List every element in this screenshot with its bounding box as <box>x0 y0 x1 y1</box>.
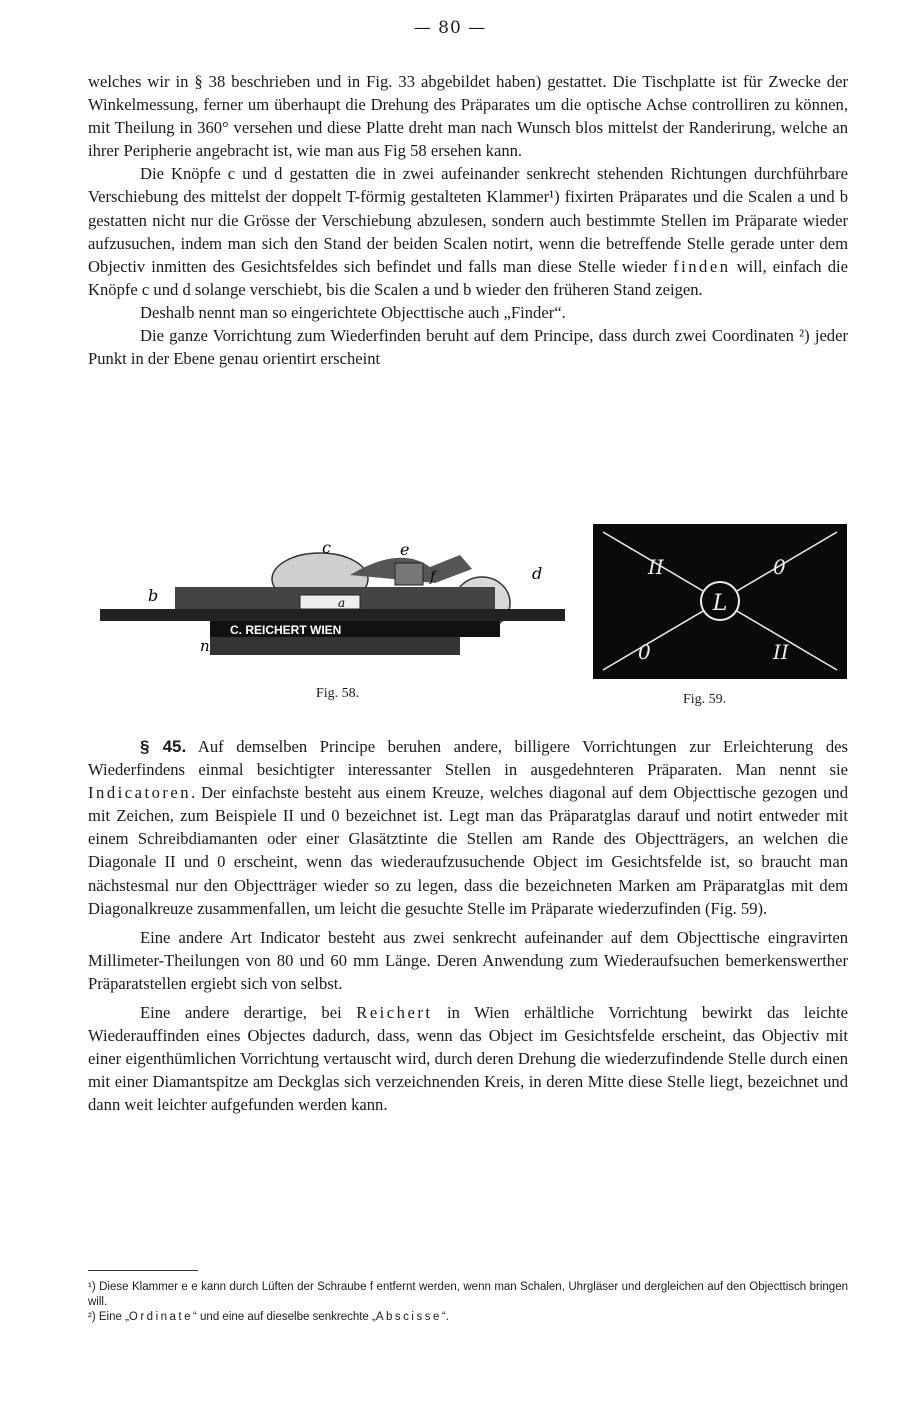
paragraph-2-tail: will, einfach die Knöpfe c und d solange verschiebt, bis die Scalen a und b wieder den früheren Stand zeigen. <box>88 256 848 299</box>
paragraph-4: Die ganze Vorrichtung zum Wiederfinden beruht auf dem Principe, dass durch zwei Coordinaten ²) jeder Punkt in der Ebene genau orientirt erscheint <box>88 326 848 369</box>
page-number: — 80 — <box>413 18 487 38</box>
footnote-2-end: “. <box>441 1311 449 1323</box>
paragraph-2 <box>88 162 848 301</box>
fig58-label-a: a <box>338 596 346 610</box>
mark-ii-top-left: II <box>648 555 664 579</box>
fig58-label-e: e <box>400 540 410 559</box>
footnote-1: ¹) Diese Klammer e e kann durch Lüften der Schraube f entfernt werden, wenn man Schalen, Uhrgläser und dergleichen auf den Objecttisch bringen will. <box>88 1281 848 1308</box>
footnotes <box>88 1280 848 1325</box>
fig58-label-f: f <box>430 569 436 585</box>
fig59-caption: Fig. 59. <box>683 692 727 707</box>
section-paragraph-3 <box>88 1001 848 1116</box>
mark-ii-bottom-right: II <box>773 640 789 664</box>
section-p1-rest: . Der einfachste besteht aus einem Kreuze, welches diagonal auf dem Objecttische gezogen und mit Zeichen, zum Beispiele II und 0 bezeichnet ist. Legt man das Präparatglas darauf und notirt entweder mit einem Schreibdiamanten oder einer Glasätztinte die Stellen am Rande des Objectträgers, an welchen die Diagonale II und 0 erscheint, wenn das wiederaufzusuchende Object im Gesichtsfelde ist, so braucht man nächstesmal nur den Objectträger wieder so zu legen, dass die bezeichneten Marken am Präparatglas mit dem Diagonalkreuze zusammenfallen, um leicht die gesuchte Stelle im Präparate wiederzufinden (Fig. 59). <box>88 783 848 918</box>
screw-block <box>395 563 423 585</box>
section-number: § 45. <box>140 737 187 756</box>
footnote-separator <box>88 1270 198 1271</box>
section-45-paragraph <box>88 735 848 920</box>
fig58-label-n: n <box>200 637 210 655</box>
scale-a <box>300 595 360 609</box>
fig58-label-b: b <box>148 586 159 605</box>
section-p3-start: Eine andere derartige, bei <box>140 1003 357 1023</box>
center-label: L <box>712 591 728 616</box>
emphasis-abscisse: Abscisse <box>375 1311 442 1323</box>
body-text-top <box>88 70 848 370</box>
section-p3-rest: in Wien erhältliche Vorrichtung bewirkt das leichte Wiederauffinden eines Objectes dadurch, dass, wenn das Object im Gesichtsfelde erscheint, das Objectiv mit einer eigenthümlichen Vorrichtung vertauscht wird, durch deren Drehung die wiederzufindende Stelle durch einen mit einer Diamantspitze am Deckglas sich verzeichnenden Kreis, in deren Mitte diese Stelle liegt, bezeichnet und dann weit leichter aufgefunden werden kann. <box>88 1003 848 1115</box>
paragraph-3: Deshalb nennt man so eingerichtete Objecttische auch „Finder“. <box>140 302 566 322</box>
section-p1-start: Auf demselben Principe beruhen andere, billigere Vorrichtungen zur Erleichterung des Wiederfindens einmal besichtigter interessanter Stellen in ausgedehnteren Präparaten. Man nennt sie <box>88 737 849 780</box>
mark-0-bottom-left: 0 <box>638 640 651 664</box>
paragraph-1: welches wir in § 38 beschrieben und in Fig. 33 abgebildet haben) gestattet. Die Tischplatte ist für Zwecke der Winkelmessung, ferner um überhaupt die Drehung des Präparates um die optische Achse controlliren zu können, mit Theilung in 360° versehen und diese Platte dreht man nach Wunsch blos mittelst der Randerirung, welche an ihrer Peripherie angebracht ist, wie man aus Fig 58 ersehen kann. <box>88 72 848 161</box>
fig58-label-c: c <box>322 538 331 557</box>
emphasis-reichert: Reichert <box>356 1003 433 1023</box>
section-paragraph-2: Eine andere Art Indicator besteht aus zwei senkrecht aufeinander auf dem Objecttische eingravirten Millimeter-Theilungen von 80 und 60 mm Länge. Deren Anwendung zum Wiederaufsuchen bemerkenswerther Präparatstellen ergiebt sich von selbst. <box>88 927 848 993</box>
footnote-2-mid: “ und eine auf dieselbe senkrechte „ <box>193 1311 376 1323</box>
footnote-2 <box>88 1310 848 1325</box>
emphasis-finden: finden <box>673 256 731 276</box>
fig58-label-d: d <box>532 564 543 583</box>
maker-plate-text: C. REICHERT WIEN <box>230 623 342 637</box>
stage-base <box>210 637 460 655</box>
fig58-caption: Fig. 58. <box>316 686 360 701</box>
body-text-section <box>88 735 848 1117</box>
stage-plate-edge <box>100 609 565 621</box>
footnote-2-start: ²) Eine „ <box>88 1311 129 1323</box>
emphasis-ordinate: Ordinate <box>128 1311 194 1323</box>
figure-59-indicator-diagram <box>593 524 847 679</box>
emphasis-indicatoren: Indicatoren <box>88 783 192 803</box>
figure-58-stage-illustration <box>100 535 565 670</box>
mark-0-top-right: 0 <box>773 555 786 579</box>
paragraph-2-main: Die Knöpfe c und d gestatten die in zwei aufeinander senkrecht stehenden Richtungen durchführbare Verschiebung des mittelst der doppelt T-förmig gestalteten Klammer¹) fixirten Präparates und die Scalen a und b gestatten nicht nur die Grösse der Verschiebung abzulesen, sondern auch bestimmte Stellen im Präparate wieder aufzusuchen, indem man sich den Stand der beiden Scalen notirt, wenn die betreffende Stelle gerade unter dem Objectiv inmitten des Gesichtsfeldes sich befindet und falls man diese Stelle wieder <box>88 164 848 276</box>
